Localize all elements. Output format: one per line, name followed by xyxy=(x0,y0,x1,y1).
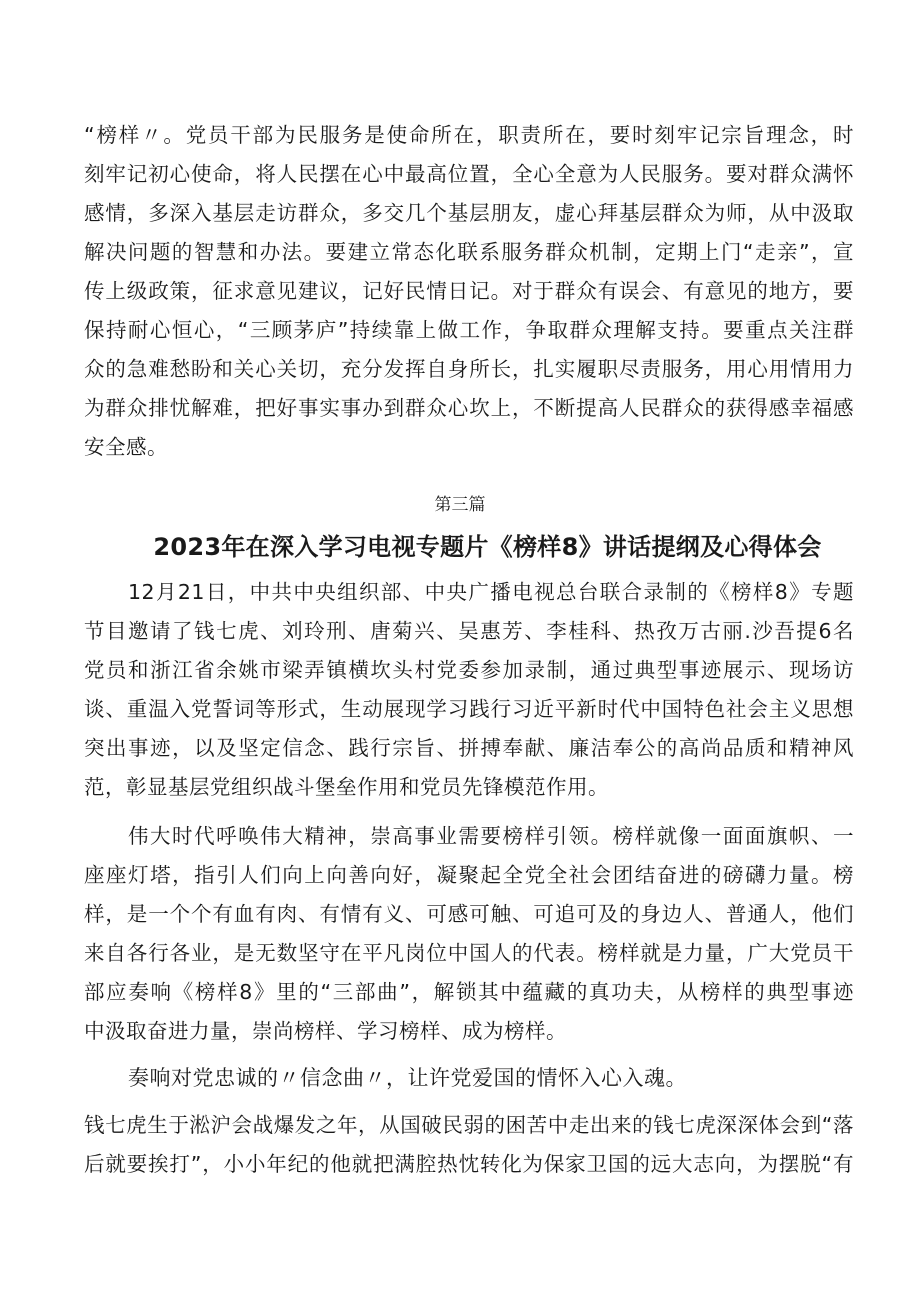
paragraph-line: 传上级政策，征求意见建议，记好民情日记。对于群众有误会、有意见的地方，要 xyxy=(84,279,854,303)
paragraph-line: 众的急难愁盼和关心关切，充分发挥自身所长，扎实履职尽责服务，用心用情用力 xyxy=(84,357,854,381)
paragraph-line: 部应奏响《榜样8》里的“三部曲”，解锁其中蕴藏的真功夫，从榜样的典型事迹 xyxy=(84,980,854,1004)
paragraph-line: 党员和浙江省余姚市梁弄镇横坎头村党委参加录制，通过典型事迹展示、现场访 xyxy=(84,658,854,682)
paragraph-line: 后就要挨打”，小小年纪的他就把满腔热忱转化为保家卫国的远大志向，为摆脱“有 xyxy=(84,1152,854,1176)
paragraph-line: “榜样〃。党员干部为民服务是使命所在，职责所在，要时刻牢记宗旨理念，时 xyxy=(84,123,854,147)
subheading: 奏响对党忠诚的〃信念曲〃，让许党爱国的情怀入心入魂。 xyxy=(128,1066,687,1090)
paragraph-line: 伟大时代呼唤伟大精神，崇高事业需要榜样引领。榜样就像一面面旗帜、一 xyxy=(128,824,854,848)
document-title: 2023年在深入学习电视专题片《榜样8》讲话提纲及心得体会 xyxy=(153,533,822,561)
paragraph-line: 节目邀请了钱七虎、刘玲刑、唐菊兴、吴惠芳、李桂科、热孜万古丽.沙吾提6名 xyxy=(84,619,854,643)
paragraph-line: 样，是一个个有血有肉、有情有义、可感可触、可追可及的身边人、普通人，他们 xyxy=(84,902,854,926)
paragraph-line: 保持耐心恒心，“三顾茅庐”持续靠上做工作，争取群众理解支持。要重点关注群 xyxy=(84,318,854,342)
paragraph-line: 安全感。 xyxy=(84,435,168,459)
paragraph-line: 范，彰显基层党组织战斗堡垒作用和党员先锋模范作用。 xyxy=(84,775,609,799)
paragraph-line: 解决问题的智慧和办法。要建立常态化联系服务群众机制，定期上门“走亲”，宣 xyxy=(84,240,854,264)
paragraph-line: 刻牢记初心使命，将人民摆在心中最高位置，全心全意为人民服务。要对群众满怀 xyxy=(84,162,854,186)
paragraph-line: 为群众排忧解难，把好事实事办到群众心坎上，不断提高人民群众的获得感幸福感 xyxy=(84,396,854,420)
paragraph-line: 来自各行各业，是无数坚守在平凡岗位中国人的代表。榜样就是力量，广大党员干 xyxy=(84,941,854,965)
paragraph-line: 感情，多深入基层走访群众，多交几个基层朋友，虚心拜基层群众为师，从中汲取 xyxy=(84,201,854,225)
paragraph-line: 突出事迹，以及坚定信念、践行宗旨、拼搏奉献、廉洁奉公的高尚品质和精神风 xyxy=(84,736,854,760)
paragraph-line: 中汲取奋进力量，崇尚榜样、学习榜样、成为榜样。 xyxy=(84,1019,567,1043)
paragraph-line: 12月21日，中共中央组织部、中央广播电视总台联合录制的《榜样8》专题 xyxy=(128,580,854,604)
paragraph-line: 谈、重温入党誓词等形式，生动展现学习践行习近平新时代中国特色社会主义思想 xyxy=(84,697,854,721)
section-label: 第三篇 xyxy=(434,495,486,515)
paragraph-line: 座座灯塔，指引人们向上向善向好，凝聚起全党全社会团结奋进的磅礴力量。榜 xyxy=(84,863,854,887)
paragraph-line: 钱七虎生于淞沪会战爆发之年，从国破民弱的困苦中走出来的钱七虎深深体会到“落 xyxy=(84,1113,854,1137)
